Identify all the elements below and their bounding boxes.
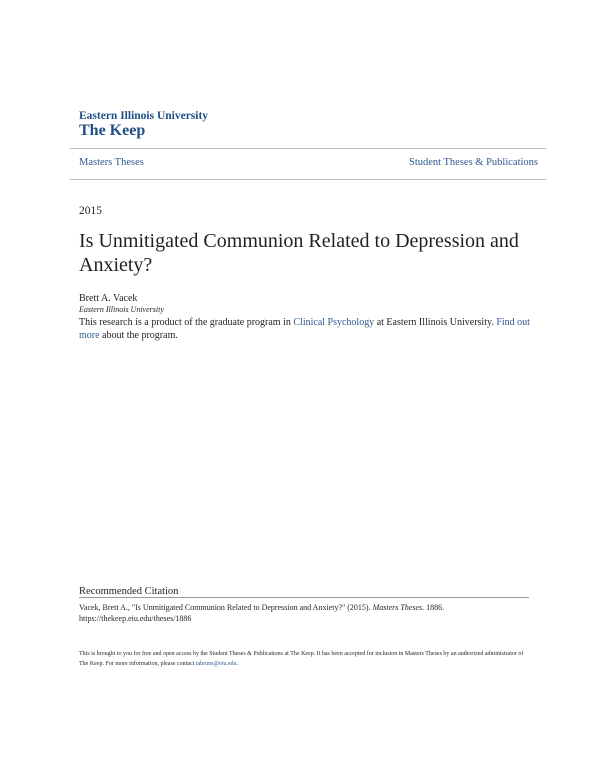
access-notice — [79, 649, 529, 669]
nav-top-divider — [70, 148, 546, 149]
publication-year: 2015 — [79, 205, 102, 217]
university-name: Eastern Illinois University — [79, 110, 209, 122]
nav-bottom-divider — [70, 179, 546, 180]
access-notice-text: This is brought to you for free and open access by the Student Theses & Publications at The Keep. It has been accepted for inclusion in Masters Theses by an authorized administrator of The Keep. For more information, please contact — [79, 651, 524, 667]
citation-number: . 1886. — [422, 603, 445, 612]
description-text: at Eastern Illinois University. — [374, 317, 497, 328]
student-theses-publications-link[interactable]: Student Theses & Publications — [408, 157, 538, 168]
description-text: This research is a product of the graduate program in — [79, 317, 294, 328]
citation-series: Masters Theses — [372, 603, 423, 612]
citation-text-pre: Vacek, Brett A., "Is Unmitigated Communion Related to Depression and Anxiety?" (2015). — [79, 603, 373, 612]
contact-email-link[interactable]: tabruns@eiu.edu — [195, 661, 237, 667]
recommended-citation-heading: Recommended Citation — [79, 586, 179, 597]
citation-url: https://thekeep.eiu.edu/theses/1886 — [79, 614, 192, 623]
masters-theses-link[interactable]: Masters Theses — [79, 157, 144, 168]
citation-text — [79, 602, 529, 624]
program-description — [79, 316, 537, 342]
author-affiliation: Eastern Illinois University — [79, 305, 164, 314]
thesis-title: Is Unmitigated Communion Related to Depression and Anxiety? — [79, 230, 519, 276]
repository-name: The Keep — [79, 122, 146, 139]
clinical-psychology-link[interactable]: Clinical Psychology — [293, 317, 375, 328]
citation-divider — [79, 597, 529, 598]
author-name: Brett A. Vacek — [79, 293, 138, 304]
access-notice-end: . — [236, 661, 238, 667]
find-out-more-link[interactable]: Find out more — [79, 317, 530, 341]
description-text: about the program. — [99, 330, 178, 341]
